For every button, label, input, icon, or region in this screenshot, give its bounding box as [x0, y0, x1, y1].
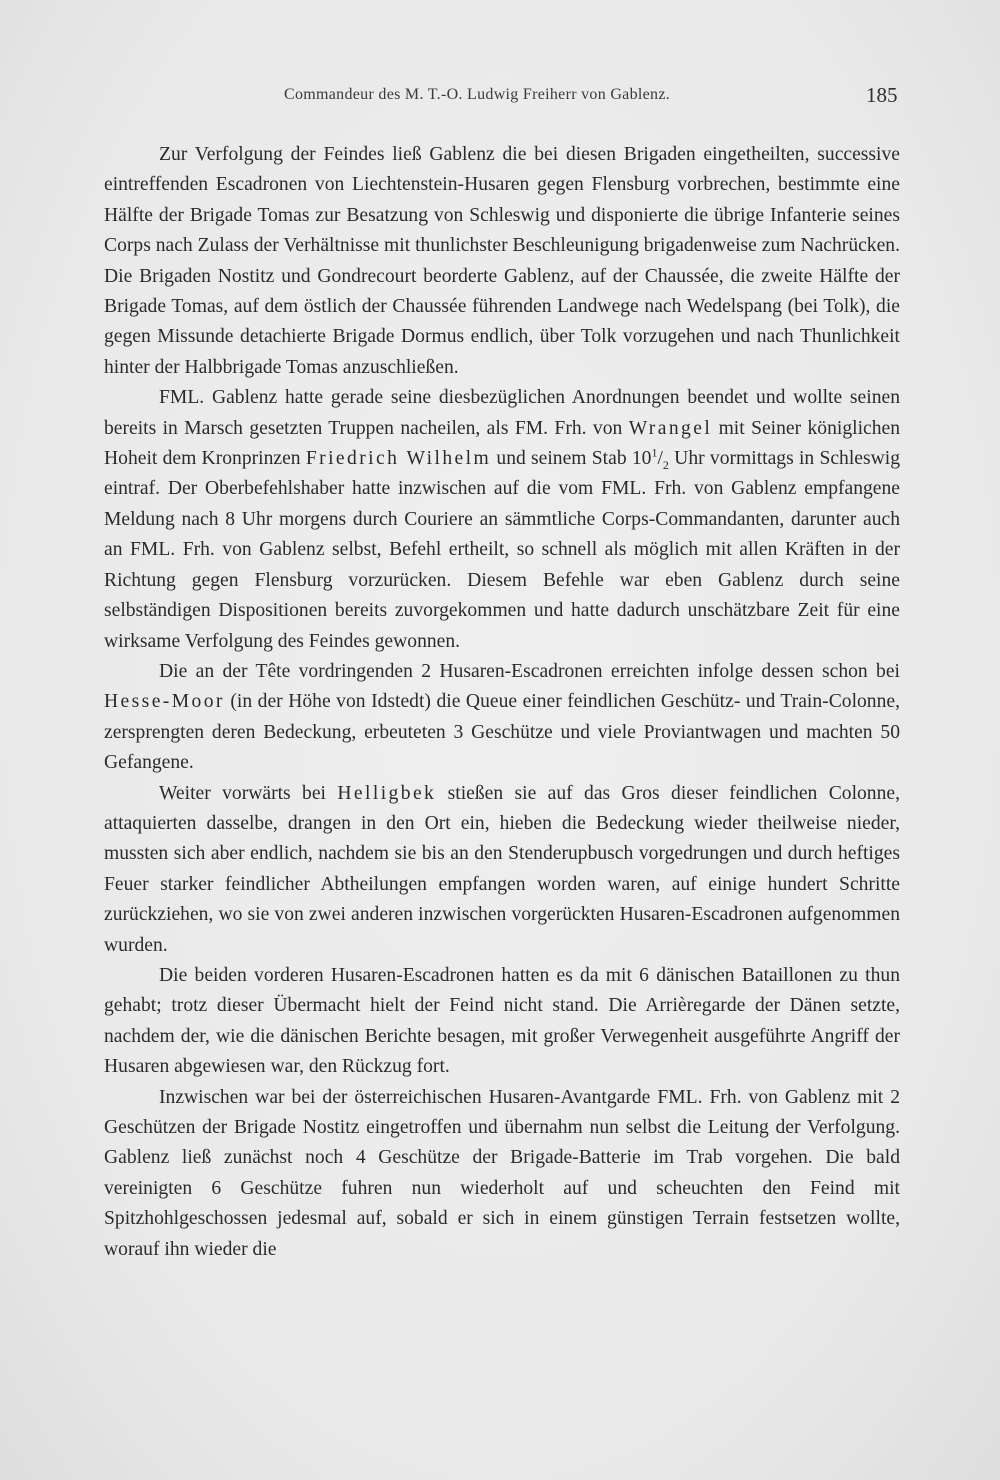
paragraph-5: Die beiden vorderen Husaren-Escadronen hatten es da mit 6 dänischen Bataillonen zu thun gehabt; trotz dieser Übermacht hielt der Feind nicht stand. Die Arrièregarde der Dänen setzte, nachdem der, wie die dänischen Berichte besagen, mit großer Verwegenheit ausgeführte Angriff der Husaren abgewiesen war, den Rückzug fort. [104, 964, 900, 1078]
place-helligbek: Helligbek [337, 782, 437, 804]
paragraph-2-part-d: Uhr vormittags in Schleswig eintraf. Der Oberbefehlshaber hatte inzwischen auf die vom FML. Frh. von Gablenz empfangene Meldung nach 8 Uhr morgens durch Couriere an sämmtliche Corps-Commandanten, darunter auch an FML. Frh. von Gablenz selbst, Befehl ertheilt, so schnell als möglich mit allen Kräften in der Richtung gegen Flensburg vorzurücken. Diesem Befehle war eben Gablenz durch seine selbständigen Dispositionen bereits zuvorgekommen und hatte dadurch unschätzbare Zeit für eine wirksame Verfolgung des Feindes gewonnen. [104, 448, 900, 652]
paragraph-2: FML. Gablenz hatte gerade seine diesbezüglichen Anordnungen beendet und wollte seinen bereits in Marsch gesetzten Truppen nacheilen, als FM. Frh. von Wrangel mit Seiner königlichen Hoheit dem Kronprinzen Friedrich Wilhelm und seinem Stab $10^1/_2$ Uhr vormittags in Schleswig eintraf. Der Oberbefehlshaber hatte inzwischen auf die vom FML. Frh. von Gablenz empfangene Meldung nach 8 Uhr morgens durch Couriere an sämmtliche Corps-Commandanten, darunter auch an FML. Frh. von Gablenz selbst, Befehl ertheilt, so schnell als möglich mit allen Kräften in der Richtung gegen Flensburg vorzurücken. Diesem Befehle war eben Gablenz durch seine selbständigen Dispositionen bereits zuvorgekommen und hatte dadurch unschätzbare Zeit für eine wirksame Verfolgung des Feindes gewonnen. [104, 387, 901, 652]
paragraph-2-part-a: FML. Gablenz hatte gerade seine diesbezüglichen Anordnungen beendet und wollte seinen bereits in Marsch gesetzten Truppen nacheilen, als FM. Frh. von [104, 387, 900, 439]
fraction-denominator: 2 [662, 457, 669, 472]
paragraph-6: Inzwischen war bei der österreichischen Husaren-Avantgarde FML. Frh. von Gablenz mit 2 Geschützen der Brigade Nostitz eingetroffen und übernahm nun selbst die Leitung der Verfolgung. Gablenz ließ zunächst noch 4 Geschütze der Brigade-Batterie im Trab vorgehen. Die bald vereinigten 6 Geschütze fuhren nun wiederholt auf und scheuchten den Feind mit Spitzhohlgeschossen jedesmal auf, sobald er sich in einem günstigen Terrain festsetzen wollte, worauf ihn wieder die [104, 1086, 900, 1260]
name-wrangel: Wrangel [628, 417, 713, 439]
paragraph-1: Zur Verfolgung der Feindes ließ Gablenz die bei diesen Brigaden eingetheilten, successive eintreffenden Escadronen von Liechtenstein-Husaren gegen Flensburg vorbrechen, bestimmte eine Hälfte der Brigade Tomas zur Besatzung von Schleswig und disponierte die übrige Infanterie seines Corps nach Zulass der Verhältnisse mit thunlichster Beschleunigung brigadenweise zum Nachrücken. Die Brigaden Nostitz und Gondrecourt beorderte Gablenz, auf der Chaussée, die zweite Hälfte der Brigade Tomas, auf dem östlich der Chaussée führenden Landwege nach Wedelspang (bei Tolk), die gegen Missunde detachierte Brigade Dormus endlich, über Tolk vorzugehen und nach Thunlichkeit hinter der Halbbrigade Tomas anzuschließen. [104, 144, 900, 378]
paragraph-4-part-a: Weiter vorwärts bei [159, 782, 326, 804]
paragraph-3 [104, 657, 900, 779]
paragraph-2-part-c: und seinem Stab 10 [496, 448, 652, 470]
place-hesse-moor: Hesse-Moor [104, 691, 225, 713]
paragraph-4 [104, 779, 900, 961]
paragraph-3-part-b: (in der Höhe von Idstedt) die Queue einer feindlichen Geschütz- und Train-Colonne, zersprengten deren Bedeckung, erbeuteten 3 Geschütze und viele Proviantwagen und machten 50 Gefangene. [104, 691, 900, 774]
fraction-numerator: 1 [651, 445, 658, 460]
paragraph-2-part-b: mit Seiner königlichen Hoheit dem Kronprinzen [104, 417, 901, 470]
page-number: 185 [866, 83, 898, 107]
name-friedrich-wilhelm: Friedrich Wilhelm [305, 448, 492, 470]
body-text [104, 140, 900, 1265]
running-head: Commandeur des M. T.-O. Ludwig Freiherr von Gablenz. [284, 86, 671, 103]
paragraph-4-part-b: stießen sie auf das Gros dieser feindlichen Colonne, attaquierten dasselbe, drangen in den Ort ein, hieben die Bedeckung wieder theilweise nieder, mussten sich aber endlich, nachdem sie bis an den Stenderupbusch vorgedrungen und durch heftiges Feuer starker feindlicher Abtheilungen empfangen worden waren, auf einige hundert Schritte zurückziehen, wo sie von zwei anderen inzwischen vorgerückten Husaren-Escadronen aufgenommen wurden. [104, 782, 900, 956]
paragraph-3-part-a: Die an der Tête vordringenden 2 Husaren-Escadronen erreichten infolge dessen schon bei [159, 660, 900, 682]
